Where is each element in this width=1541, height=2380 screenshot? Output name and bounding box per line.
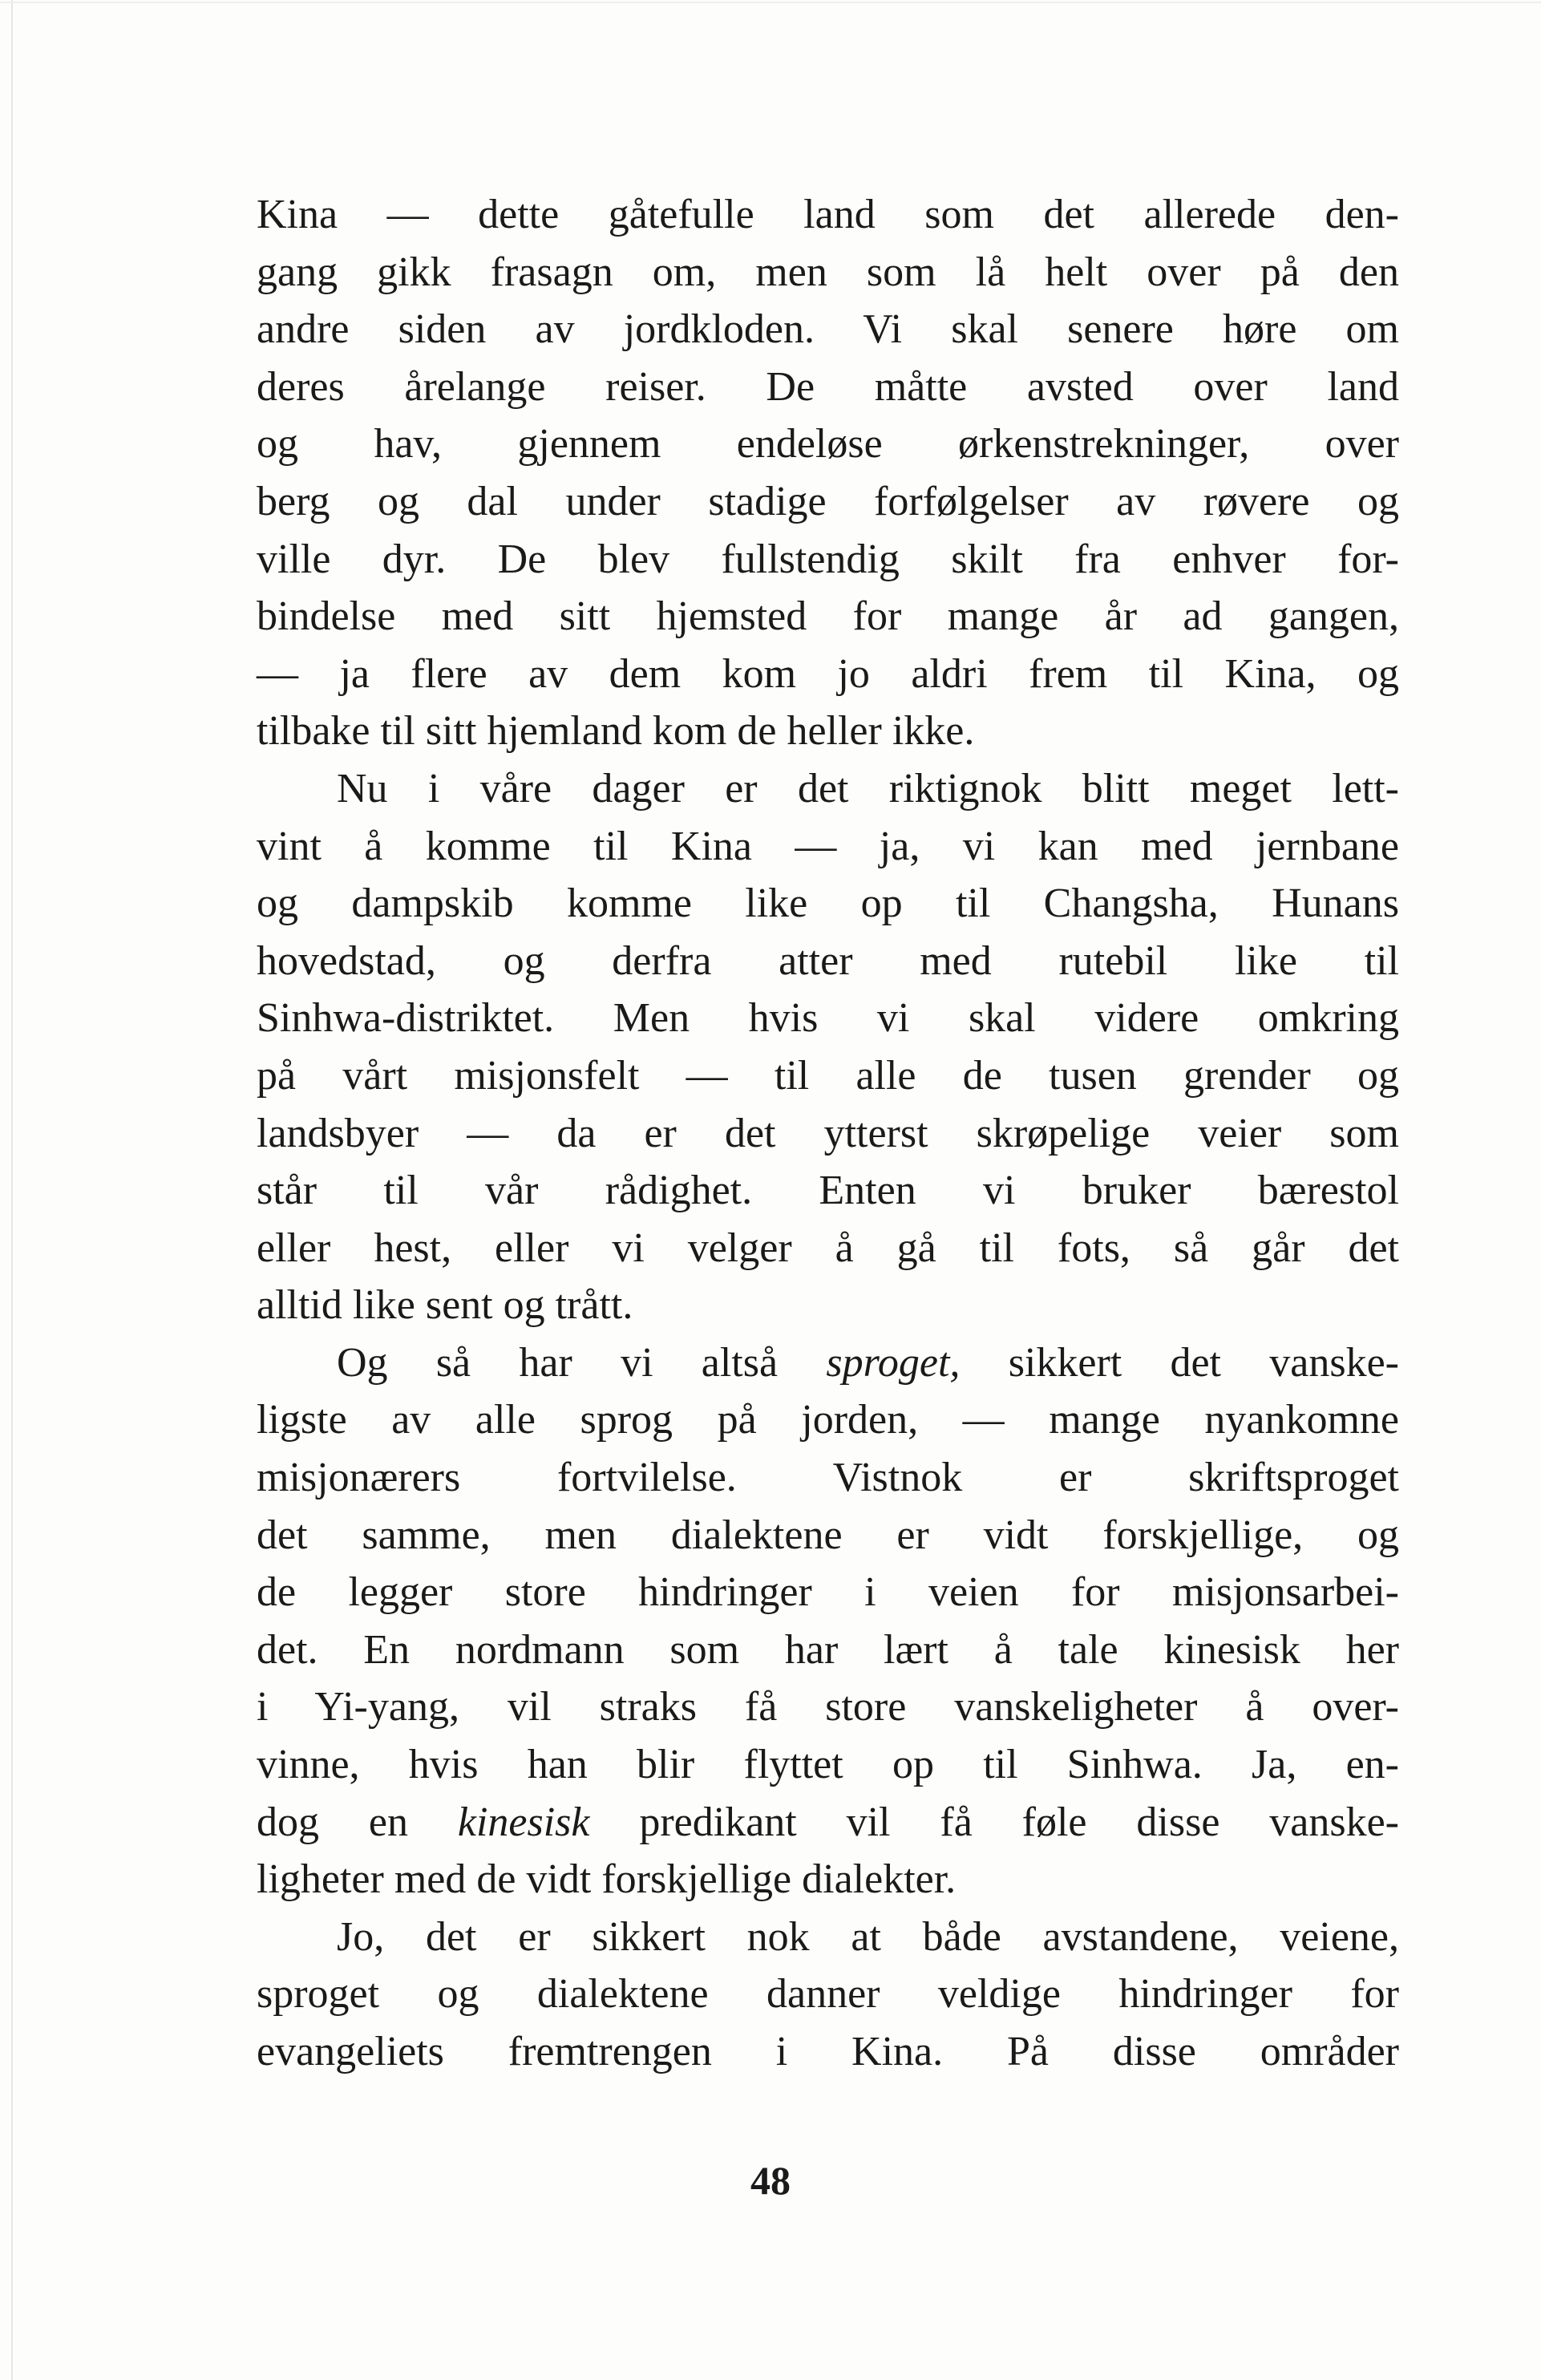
page-number: 48 bbox=[750, 2158, 791, 2203]
scan-edge-top bbox=[0, 2, 1541, 3]
italic-word: kinesisk bbox=[457, 1799, 590, 1845]
paragraph-3 bbox=[257, 1334, 1399, 1908]
text-line: eller hest, eller vi velger å gå til fots, så går det bbox=[257, 1224, 1399, 1271]
text-run: sikkert det vanske- bbox=[960, 1339, 1399, 1386]
text-line: Nu i våre dager er det riktignok blitt meget lett- bbox=[337, 765, 1399, 812]
text-line: evangeliets fremtrengen i Kina. På disse områder bbox=[257, 2029, 1399, 2074]
text-line: misjonærers fortvilelse. Vistnok er skriftsproget bbox=[257, 1455, 1399, 1501]
text-line: andre siden av jordkloden. Vi skal senere høre om bbox=[257, 306, 1399, 353]
text-line: Sinhwa-distriktet. Men hvis vi skal videre omkring bbox=[257, 995, 1399, 1042]
text-run: Og så har vi altså bbox=[337, 1339, 827, 1386]
text-line: berg og dal under stadige forfølgelser av røvere og bbox=[257, 478, 1399, 524]
italic-word: sproget, bbox=[826, 1339, 961, 1386]
paragraph-4 bbox=[257, 1908, 1399, 2081]
text-line: og hav, gjennem endeløse ørkenstrekninger, over bbox=[257, 421, 1399, 468]
text-line: landsbyer — da er det ytterst skrøpelige veier som bbox=[257, 1110, 1399, 1156]
text-run: dog en bbox=[257, 1799, 458, 1845]
text-line: og dampskib komme like op til Changsha, Hunans bbox=[257, 880, 1399, 927]
text-line: tilbake til sitt hjemland kom de heller ikke. bbox=[257, 708, 975, 755]
text-line: står til vår rådighet. Enten vi bruker bærestol bbox=[257, 1168, 1399, 1214]
text-line: ligste av alle sprog på jorden, — mange nyankomne bbox=[257, 1397, 1399, 1443]
text-line: det samme, men dialektene er vidt forskjellige, og bbox=[257, 1512, 1399, 1558]
scan-edge-left bbox=[11, 0, 13, 2380]
text-line bbox=[257, 1334, 1399, 1392]
text-line: vint å komme til Kina — ja, vi kan med jernbane bbox=[257, 823, 1399, 869]
text-line: sproget og dialektene danner veldige hindringer for bbox=[257, 1971, 1399, 2018]
text-line: i Yi-yang, vil straks få store vanskeligheter å over- bbox=[257, 1684, 1399, 1730]
text-line: ville dyr. De blev fullstendig skilt fra enhver for- bbox=[257, 536, 1399, 582]
text-line: vinne, hvis han blir flyttet op til Sinhwa. Ja, en- bbox=[257, 1742, 1399, 1788]
text-line: det. En nordmann som har lært å tale kinesisk her bbox=[257, 1626, 1399, 1673]
text-line bbox=[257, 1794, 1399, 1852]
text-line: de legger store hindringer i veien for misjonsarbei- bbox=[257, 1569, 1399, 1616]
paragraph-1 bbox=[257, 186, 1399, 760]
text-run: predikant vil få føle disse vanske- bbox=[589, 1799, 1399, 1845]
text-line: alltid like sent og trått. bbox=[257, 1282, 633, 1329]
text-line: på vårt misjonsfelt — til alle de tusen grender og bbox=[257, 1052, 1399, 1099]
text-line: — ja flere av dem kom jo aldri frem til Kina, og bbox=[257, 650, 1399, 697]
text-line: Jo, det er sikkert nok at både avstandene, veiene, bbox=[337, 1913, 1399, 1960]
text-line: bindelse med sitt hjemsted for mange år ad gangen, bbox=[257, 593, 1399, 640]
text-line: ligheter med de vidt forskjellige dialekter. bbox=[257, 1856, 957, 1903]
paragraph-2 bbox=[257, 760, 1399, 1334]
text-line: deres årelange reiser. De måtte avsted over land bbox=[257, 363, 1399, 410]
text-line: gang gikk frasagn om, men som lå helt over på den bbox=[257, 249, 1399, 295]
body-text bbox=[257, 186, 1399, 2081]
text-line: Kina — dette gåtefulle land som det allerede den- bbox=[257, 192, 1399, 237]
text-line: hovedstad, og derfra atter med rutebil like til bbox=[257, 937, 1399, 984]
